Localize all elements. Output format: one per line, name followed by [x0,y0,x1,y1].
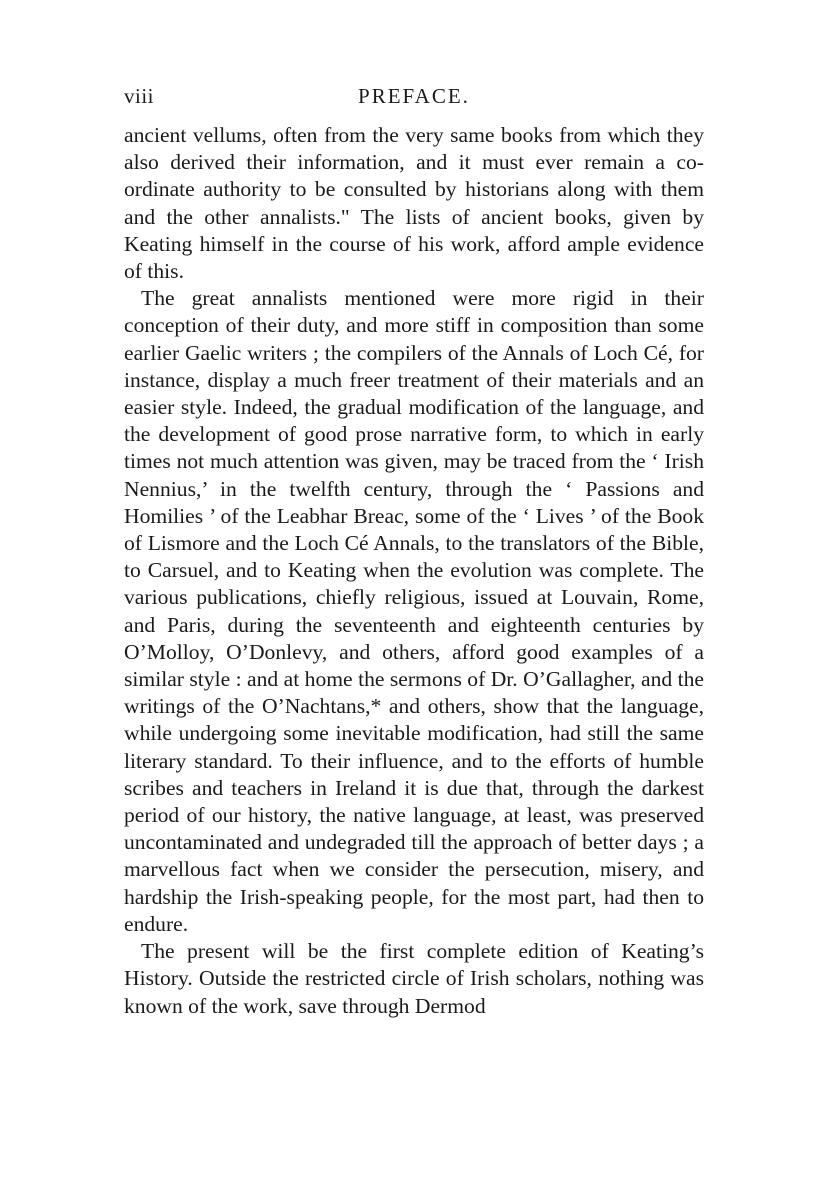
book-page [124,84,704,1020]
paragraph-annalists: The great annalists mentioned were more rigid in their conception of their duty, and more stiff in composition than some earlier Gaelic writers ; the compilers of the Annals of Loch Cé, for instance, display a much freer treatment of their materials and an easier style. Indeed, the gradual modification of the language, and the development of good prose narrative form, to which in early times not much attention was given, may be traced from the ‘ Irish Nennius,’ in the twelfth century, through the ‘ Passions and Homilies ’ of the Leabhar Breac, some of the ‘ Lives ’ of the Book of Lismore and the Loch Cé Annals, to the translators of the Bible, to Carsuel, and to Keating when the evolution was complete. The various publications, chiefly religious, issued at Louvain, Rome, and Paris, during the seventeenth and eighteenth centuries by O’Molloy, O’Donlevy, and others, afford good examples of a similar style : and at home the sermons of Dr. O’Gallagher, and the writings of the O’Nachtans,* and others, show that the language, while undergoing some inevitable modification, had still the same literary standard. To their influence, and to the efforts of humble scribes and teachers in Ireland it is due that, through the darkest period of our history, the native language, at least, was preserved uncontaminated and undegraded till the approach of better days ; a marvellous fact when we consider the persecution, misery, and hardship the Irish-speaking people, for the most part, had then to endure. [124,286,704,936]
paragraph-present-edition: The present will be the first complete edition of Keating’s History. Outside the restricted circle of Irish scholars, nothing was known of the work, save through Dermod [124,939,704,1018]
page-number: viii [124,84,155,108]
running-head [124,84,704,118]
body-text [124,122,704,1020]
running-title: PREFACE. [358,84,470,108]
paragraph-continued: ancient vellums, often from the very same books from which they also derived their information, and it must ever remain a co-ordinate authority to be consulted by historians along with them and the other annalists." The lists of ancient books, given by Keating himself in the course of his work, afford ample evidence of this. [124,123,704,284]
